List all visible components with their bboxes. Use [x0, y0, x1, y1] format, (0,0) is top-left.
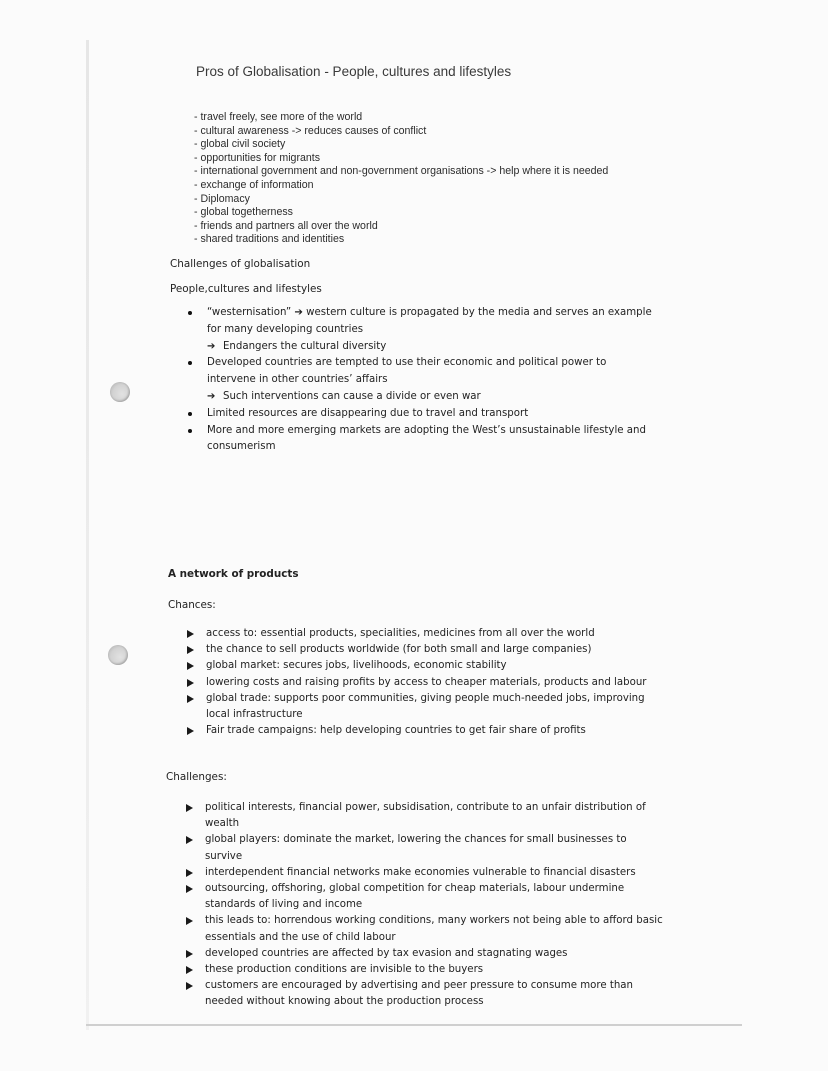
- chance-item: [186, 642, 664, 658]
- network-challenges-list: [185, 800, 663, 1011]
- network-challenge-item: [185, 881, 663, 913]
- challenge-subpoint: [207, 339, 658, 356]
- network-challenge-item: [185, 962, 663, 978]
- arrow-right-icon: ➔: [207, 340, 216, 352]
- arrowhead-bullet-icon: [187, 630, 194, 638]
- chance-text: global market: secures jobs, livelihoods, economic stability: [206, 660, 507, 672]
- arrowhead-bullet-icon: [186, 869, 193, 877]
- network-challenge-text: developed countries are affected by tax evasion and stagnating wages: [205, 947, 568, 959]
- chance-item: [186, 658, 664, 674]
- pros-item: - global togetherness: [194, 206, 293, 219]
- sheet-bottom-edge: [86, 1024, 742, 1026]
- pros-item: - exchange of information: [194, 178, 314, 191]
- arrowhead-bullet-icon: [187, 662, 194, 670]
- challenge-bullet: [188, 406, 658, 423]
- chance-text: global trade: supports poor communities, giving people much-needed jobs, improving local infrastructure: [206, 692, 645, 721]
- pros-item: - shared traditions and identities: [194, 233, 345, 246]
- pros-item: - Diplomacy: [194, 192, 250, 205]
- network-challenge-item: [185, 978, 663, 1010]
- challenge-subpoint-text: Such interventions can cause a divide or even war: [223, 390, 481, 402]
- challenges-heading: Challenges of globalisation: [170, 258, 311, 270]
- sheet-left-edge: [86, 40, 89, 1030]
- arrowhead-bullet-icon: [186, 917, 193, 925]
- network-challenge-text: customers are encouraged by advertising and peer pressure to consume more than needed without knowing about the production process: [205, 980, 633, 1008]
- chance-item: [186, 626, 664, 642]
- arrowhead-bullet-icon: [187, 679, 194, 687]
- arrowhead-bullet-icon: [186, 966, 193, 974]
- people-cultures-subheading: People,cultures and lifestyles: [170, 283, 322, 295]
- network-challenge-text: outsourcing, offshoring, global competition for cheap materials, labour undermine standards of living and income: [205, 883, 625, 911]
- challenges-bullet-list: [188, 305, 658, 456]
- chance-text: access to: essential products, specialities, medicines from all over the world: [206, 628, 595, 639]
- arrowhead-bullet-icon: [186, 885, 193, 893]
- network-challenge-text: political interests, financial power, subsidisation, contribute to an unfair distribution of wealth: [205, 802, 646, 830]
- chance-text: Fair trade campaigns: help developing countries to get fair share of profits: [206, 725, 586, 737]
- challenge-text: Developed countries are tempted to use their economic and political power to intervene in other countries’ affairs: [207, 357, 607, 386]
- arrowhead-bullet-icon: [187, 727, 194, 735]
- pros-item: - friends and partners all over the world: [194, 219, 378, 232]
- pros-title: Pros of Globalisation - People, cultures and lifestyles: [196, 64, 512, 79]
- challenge-text: More and more emerging markets are adopting the West’s unsustainable lifestyle and consumerism: [207, 424, 646, 453]
- chance-text: lowering costs and raising profits by access to cheaper materials, products and labour: [206, 676, 647, 688]
- network-challenge-text: global players: dominate the market, lowering the chances for small businesses to survive: [205, 834, 627, 862]
- chances-list: [186, 626, 664, 739]
- network-challenge-item: [185, 913, 663, 945]
- network-challenge-item: [185, 800, 663, 832]
- challenge-bullet: [188, 355, 658, 405]
- arrow-right-icon: ➔: [207, 390, 216, 402]
- challenge-subpoint-text: Endangers the cultural diversity: [223, 340, 387, 352]
- bullet-dot-icon: [188, 311, 192, 315]
- challenge-text: “westernisation” ➔ western culture is propagated by the media and serves an example for many developing countries: [207, 307, 652, 335]
- arrowhead-bullet-icon: [187, 646, 194, 654]
- network-challenge-item: [185, 832, 663, 864]
- arrowhead-bullet-icon: [186, 982, 193, 990]
- network-challenge-text: this leads to: horrendous working conditions, many workers not being able to afford basic essentials and the use of child labour: [205, 915, 663, 943]
- arrowhead-bullet-icon: [186, 804, 193, 812]
- challenge-bullet: [188, 423, 658, 457]
- pros-item: - international government and non-government organisations -> help where it is needed: [194, 165, 609, 178]
- network-challenge-item: [185, 865, 663, 881]
- network-heading: A network of products: [168, 568, 299, 580]
- pros-list: [194, 111, 608, 247]
- challenges-label: Challenges:: [166, 771, 227, 783]
- network-challenge-text: interdependent financial networks make economies vulnerable to financial disasters: [205, 866, 636, 878]
- network-challenge-item: [185, 946, 663, 962]
- chance-item: [186, 691, 664, 723]
- chances-label: Chances:: [168, 599, 216, 611]
- pros-item: - global civil society: [194, 138, 286, 151]
- challenge-bullet: [188, 305, 658, 355]
- challenge-subpoint: [207, 389, 658, 406]
- punch-hole-bottom: [108, 645, 128, 665]
- chance-item: [186, 675, 664, 691]
- pros-item: - cultural awareness -> reduces causes of conflict: [194, 124, 427, 137]
- bullet-dot-icon: [188, 429, 192, 433]
- challenge-text: Limited resources are disappearing due to travel and transport: [207, 407, 529, 419]
- arrowhead-bullet-icon: [187, 695, 194, 703]
- bullet-dot-icon: [188, 361, 192, 365]
- pros-item: - travel freely, see more of the world: [194, 111, 363, 123]
- pros-item: - opportunities for migrants: [194, 151, 321, 164]
- network-challenge-text: these production conditions are invisible to the buyers: [205, 964, 484, 976]
- chance-text: the chance to sell products worldwide (for both small and large companies): [206, 644, 592, 656]
- arrowhead-bullet-icon: [186, 836, 193, 844]
- arrowhead-bullet-icon: [186, 950, 193, 958]
- punch-hole-top: [110, 382, 130, 402]
- bullet-dot-icon: [188, 412, 192, 416]
- chance-item: [186, 723, 664, 739]
